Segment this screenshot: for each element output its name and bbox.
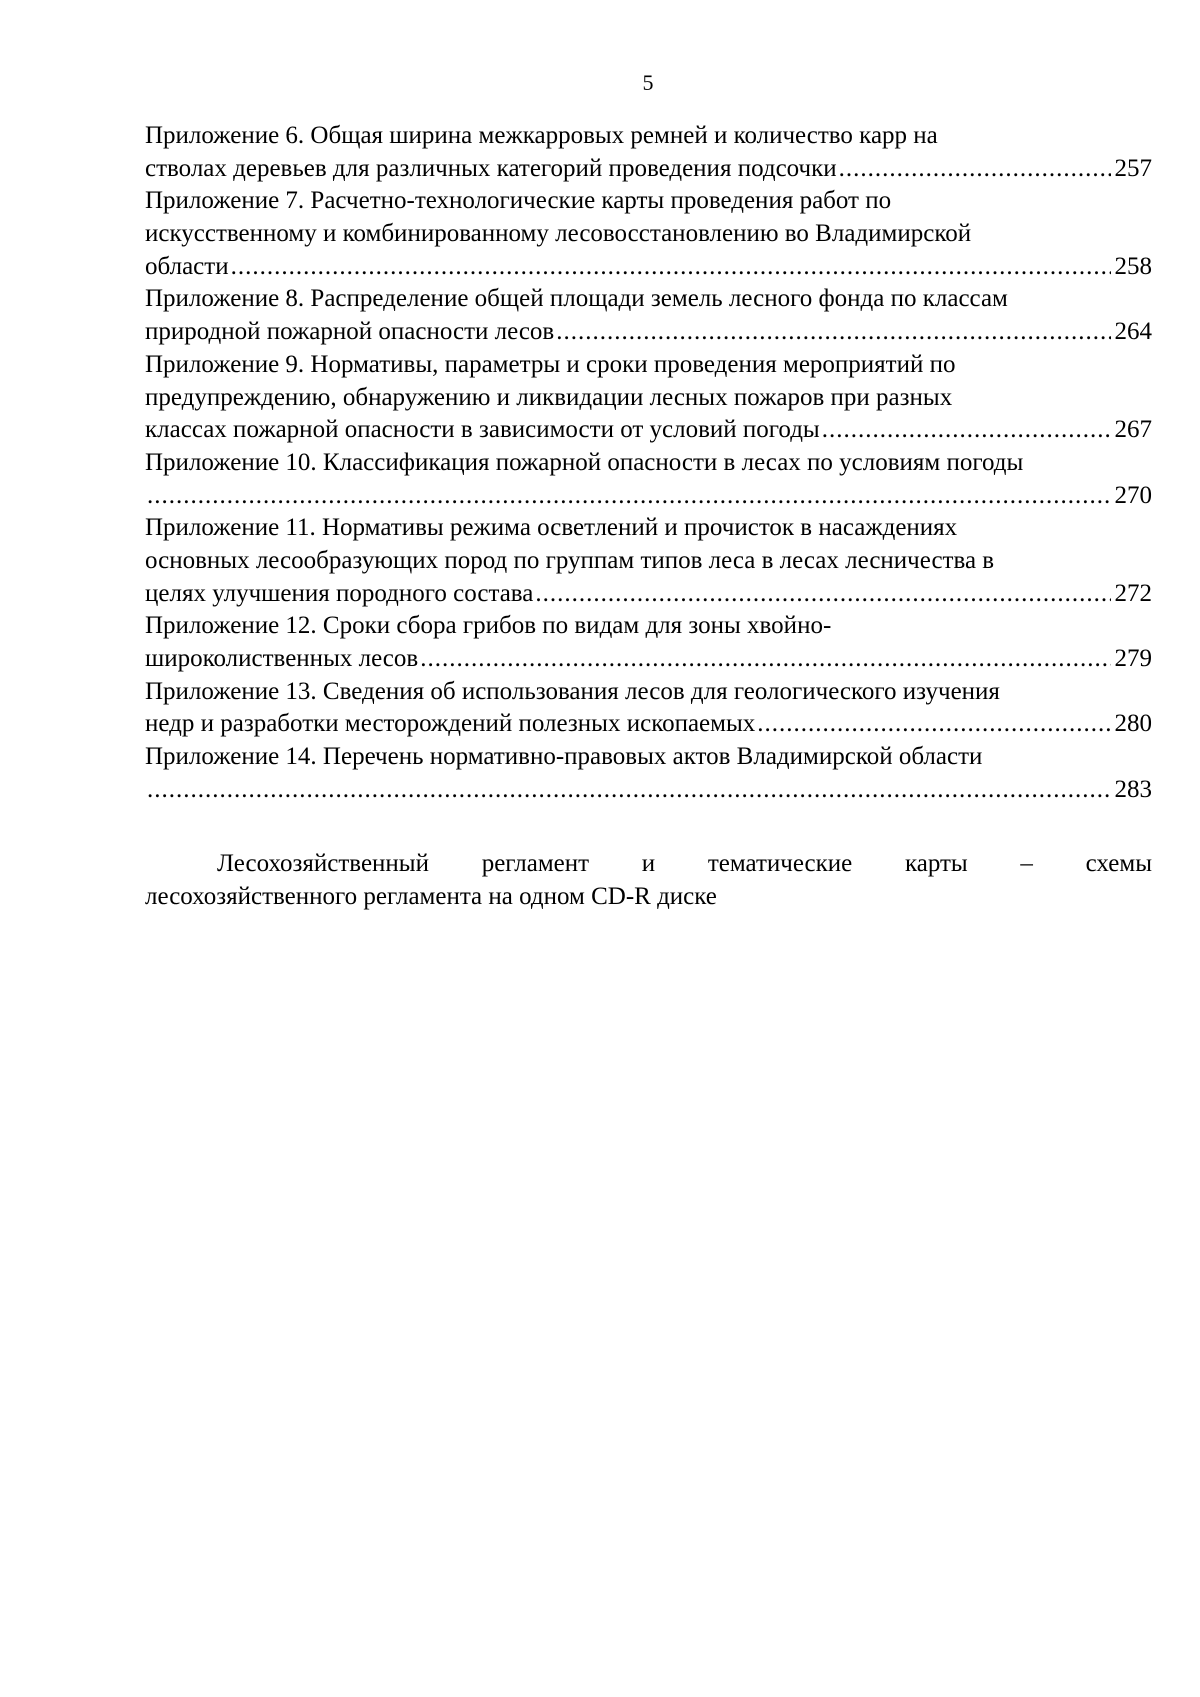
toc-entry-last-line	[145, 708, 1152, 741]
toc-entry-title-line: Приложение 9. Нормативы, параметры и сроки проведения мероприятий по	[145, 350, 956, 378]
toc-entry-last-line	[145, 774, 1152, 807]
table-of-contents	[145, 120, 1152, 806]
toc-entry-last-line	[145, 643, 1152, 676]
dot-leader	[535, 578, 1110, 611]
toc-entry	[145, 349, 1152, 447]
toc-page-number: 264	[1114, 318, 1152, 346]
toc-entry	[145, 676, 1152, 741]
toc-entry-title-line: Приложение 12. Сроки сбора грибов по видам для зоны хвойно-	[145, 612, 832, 640]
toc-entry-last-line	[145, 578, 1152, 611]
toc-entry-title-line: Приложение 8. Распределение общей площади земель лесного фонда по классам	[145, 285, 1008, 313]
page-number: 5	[642, 70, 654, 95]
toc-entry-title-end: природной пожарной опасности лесов	[145, 318, 555, 346]
toc-entry-title-end: области	[145, 252, 229, 280]
toc-page-number: 280	[1114, 710, 1152, 738]
toc-entry-title-end: недр и разработки месторождений полезных ископаемых	[145, 710, 756, 738]
toc-entry	[145, 447, 1152, 512]
toc-entry	[145, 741, 1152, 806]
toc-entry-title-line: предупреждению, обнаружению и ликвидации лесных пожаров при разных	[145, 383, 953, 411]
dot-leader	[147, 774, 1111, 807]
cd-note-paragraph	[145, 848, 1152, 913]
toc-entry-title-line: Приложение 14. Перечень нормативно-правовых актов Владимирской области	[145, 743, 983, 771]
toc-entry-title-end: широколиственных лесов	[145, 645, 419, 672]
dot-leader	[556, 316, 1110, 349]
toc-entry-last-line	[145, 251, 1152, 284]
toc-entry-title-end: стволах деревьев для различных категорий проведения подсочки	[145, 154, 837, 182]
toc-entry	[145, 283, 1152, 348]
toc-entry-last-line	[145, 480, 1152, 513]
toc-entry-title-line: Приложение 13. Сведения об использования лесов для геологического изучения	[145, 677, 1000, 705]
toc-entry-last-line	[145, 414, 1152, 447]
dot-leader	[757, 708, 1110, 741]
toc-entry-title-line: Приложение 7. Расчетно-технологические карты проведения работ по	[145, 187, 892, 215]
toc-page-number: 279	[1114, 645, 1152, 672]
dot-leader	[231, 251, 1111, 284]
toc-entry-last-line	[145, 316, 1152, 349]
toc-entry-title-line: основных лесообразующих пород по группам типов леса в лесах лесничества в	[145, 546, 995, 574]
toc-entry-title-end: целях улучшения породного состава	[145, 579, 534, 607]
toc-entry-title-line: Приложение 10. Классификация пожарной опасности в лесах по условиям погоды	[145, 448, 1024, 476]
toc-entry	[145, 610, 1152, 675]
dot-leader	[839, 153, 1111, 186]
toc-entry	[145, 185, 1152, 283]
dot-leader	[420, 643, 1110, 676]
toc-entry	[145, 512, 1152, 610]
toc-entry-title-end: классах пожарной опасности в зависимости от условий погоды	[145, 416, 820, 444]
dot-leader	[822, 414, 1111, 447]
toc-page-number: 267	[1114, 416, 1152, 444]
cd-note-line: лесохозяйственного регламента на одном CD-R диске	[145, 882, 717, 910]
cd-note-line: Лесохозяйственный регламент и тематические карты – схемы	[217, 850, 1152, 877]
toc-entry-last-line	[145, 153, 1152, 186]
toc-entry-title-line: Приложение 6. Общая ширина межкарровых ремней и количество карр на	[145, 122, 938, 149]
toc-page-number: 270	[1114, 481, 1152, 509]
toc-page-number: 272	[1114, 579, 1152, 607]
toc-entry	[145, 120, 1152, 185]
toc-page-number: 283	[1114, 775, 1152, 803]
toc-page-number: 257	[1114, 154, 1152, 182]
dot-leader	[147, 480, 1111, 513]
toc-page-number: 258	[1114, 252, 1152, 280]
toc-entry-title-line: искусственному и комбинированному лесовосстановлению во Владимирской	[145, 220, 972, 248]
toc-entry-title-line: Приложение 11. Нормативы режима осветлений и прочисток в насаждениях	[145, 514, 958, 542]
